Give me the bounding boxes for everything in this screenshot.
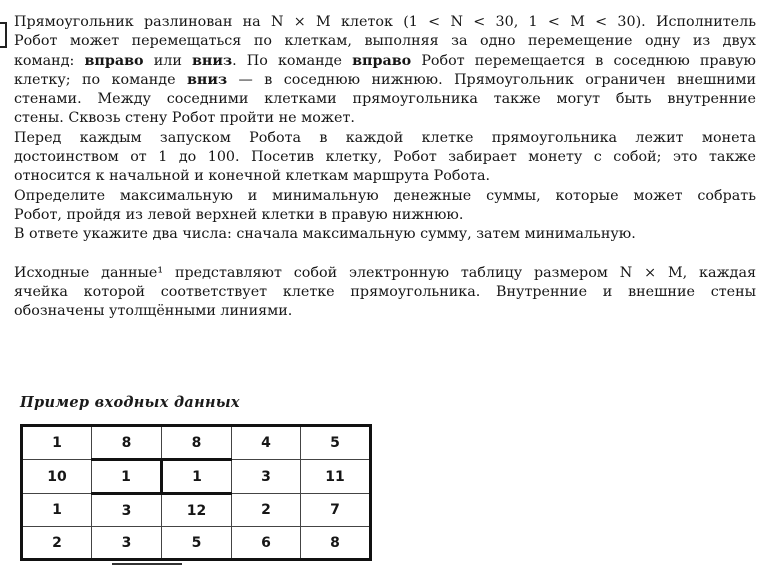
table-cell: 2: [22, 527, 92, 560]
text-line: Исходные данные¹ представляют собой электронную таблицу размером N × M, каждая: [14, 264, 756, 281]
text-line: Определите максимальную и минимальную денежные суммы, которые может собрать: [14, 187, 756, 204]
table-row: [22, 494, 371, 527]
task-text: [14, 13, 756, 321]
text-line: Прямоугольник разлинован на N × M клеток (1 < N < 30, 1 < M < 30). Исполнитель: [14, 14, 756, 30]
table-cell: 1: [162, 460, 232, 494]
table-cell: 11: [301, 460, 371, 494]
text-line: Робот, пройдя из левой верхней клетки в правую нижнюю.: [14, 206, 464, 223]
text-line: ячейка которой соответствует клетке прямоугольника. Внутренние и внешние стены: [14, 283, 756, 300]
example-table: [20, 424, 372, 561]
table-cell: 8: [301, 527, 371, 560]
text-line: стены. Сквозь стену Робот пройти не может.: [14, 110, 355, 127]
table-cell: 5: [301, 426, 371, 460]
table-cell: 10: [22, 460, 92, 494]
table-cell: 1: [22, 426, 92, 460]
table-cell: 2: [232, 494, 301, 527]
table-cell: 3: [92, 527, 162, 560]
table-cell: 8: [92, 426, 162, 460]
text-line: В ответе укажите два числа: сначала максимальную сумму, затем минимальную.: [14, 226, 636, 243]
table-cell: 8: [162, 426, 232, 460]
table-cell: 1: [22, 494, 92, 527]
table-cell: 6: [232, 527, 301, 560]
text-line: Робот может перемещаться по клеткам, выполняя за одно перемещение одну из двух: [14, 33, 756, 50]
text-line: обозначены утолщёнными линиями.: [14, 303, 293, 320]
text-line: стенами. Между соседними клетками прямоугольника также могут быть внутренние: [14, 91, 756, 108]
table-cell: 3: [92, 494, 162, 527]
table-cell: 12: [162, 494, 232, 527]
text-line: клетку; по команде вниз — в соседнюю нижнюю. Прямоугольник ограничен внешними: [14, 71, 756, 88]
footnote-rule: [112, 563, 182, 565]
example-caption: Пример входных данных: [20, 394, 240, 411]
table-cell: 5: [162, 527, 232, 560]
table-cell: 1: [92, 460, 162, 494]
text-line: относится к начальной и конечной клеткам маршрута Робота.: [14, 168, 491, 185]
margin-bracket: [0, 22, 7, 48]
table-cell: 3: [232, 460, 301, 494]
table-cell: 7: [301, 494, 371, 527]
text-line: команд: вправо или вниз. По команде вправо Робот перемещается в соседнюю правую: [14, 52, 756, 69]
table-row: [22, 527, 371, 560]
table-cell: 4: [232, 426, 301, 460]
text-line: Перед каждым запуском Робота в каждой клетке прямоугольника лежит монета: [14, 129, 756, 146]
text-line: достоинством от 1 до 100. Посетив клетку, Робот забирает монету с собой; это также: [14, 149, 756, 166]
table-row: [22, 460, 371, 494]
table-row: [22, 426, 371, 460]
